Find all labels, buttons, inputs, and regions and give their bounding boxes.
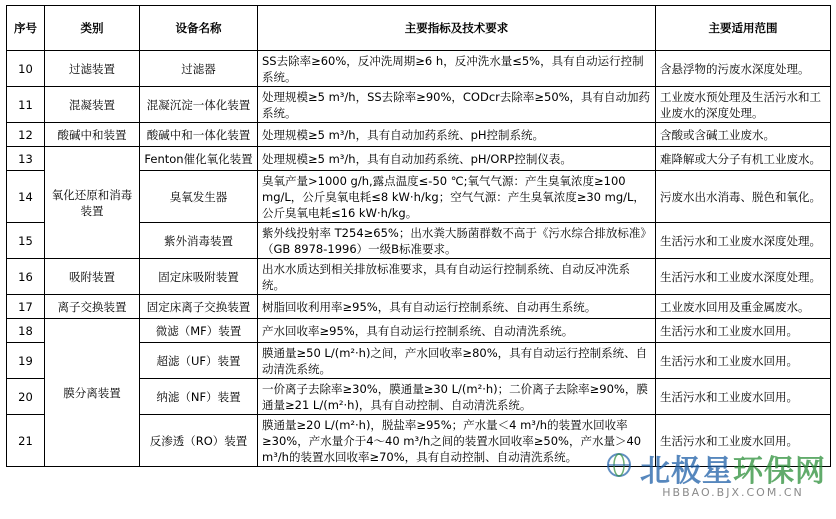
table-row <box>7 87 831 123</box>
row-category: 混凝装置 <box>45 87 140 123</box>
row-device: 纳滤（NF）装置 <box>140 379 258 415</box>
row-scope: 难降解或大分子有机工业废水。 <box>656 147 831 171</box>
row-category: 酸碱中和装置 <box>45 123 140 147</box>
row-indicators: 处理规模≥5 m³/h，具有自动加药系统、pH控制系统。 <box>258 123 656 147</box>
row-indicators: 处理规模≥5 m³/h，具有自动加药系统、pH/ORP控制仪表。 <box>258 147 656 171</box>
row-category-merged: 膜分离装置 <box>45 319 140 467</box>
watermark-url: HBBAO.BJX.COM.CN <box>662 486 804 499</box>
watermark-title <box>640 446 826 490</box>
row-category: 离子交换装置 <box>45 295 140 319</box>
header-no: 序号 <box>7 6 45 51</box>
row-scope: 生活污水和工业废水深度处理。 <box>656 259 831 295</box>
row-no: 18 <box>7 319 45 343</box>
row-scope: 工业废水回用及重金属废水。 <box>656 295 831 319</box>
header-category: 类别 <box>45 6 140 51</box>
row-category-merged: 氧化还原和消毒装置 <box>45 147 140 259</box>
row-indicators: 臭氧产量>1000 g/h,露点温度≤-50 ℃;氧气气源：产生臭氧浓度≥100 mg/L，公斤臭氧电耗≤8 kW·h/kg；空气气源：产生臭氧浓度≥30 mg/L，公斤臭氧电耗≤16 kW·h/kg。 <box>258 171 656 223</box>
table-row <box>7 295 831 319</box>
row-no: 11 <box>7 87 45 123</box>
row-no: 13 <box>7 147 45 171</box>
row-scope: 含悬浮物的污废水深度处理。 <box>656 51 831 87</box>
row-device: Fenton催化氧化装置 <box>140 147 258 171</box>
row-device: 固定床离子交换装置 <box>140 295 258 319</box>
row-scope: 含酸或含碱工业废水。 <box>656 123 831 147</box>
header-indicators: 主要指标及技术要求 <box>258 6 656 51</box>
row-scope: 生活污水和工业废水回用。 <box>656 343 831 379</box>
row-no: 10 <box>7 51 45 87</box>
row-no: 15 <box>7 223 45 259</box>
header-scope: 主要适用范围 <box>656 6 831 51</box>
row-scope: 生活污水和工业废水深度处理。 <box>656 223 831 259</box>
row-device: 微滤（MF）装置 <box>140 319 258 343</box>
table-row <box>7 147 831 171</box>
row-scope: 生活污水和工业废水回用。 <box>656 415 831 467</box>
row-indicators: 树脂回收利用率≥95%，具有自动运行控制系统、自动再生系统。 <box>258 295 656 319</box>
header-row <box>7 6 831 51</box>
row-no: 14 <box>7 171 45 223</box>
row-scope: 生活污水和工业废水回用。 <box>656 379 831 415</box>
row-scope: 工业废水预处理及生活污水和工业废水的深度处理。 <box>656 87 831 123</box>
row-indicators: 产水回收率≥95%，具有自动运行控制系统、自动清洗系统。 <box>258 319 656 343</box>
row-indicators: 处理规模≥5 m³/h，SS去除率≥90%，CODcr去除率≥50%，具有自动加药系统。 <box>258 87 656 123</box>
equipment-spec-table <box>6 5 831 467</box>
row-no: 17 <box>7 295 45 319</box>
row-device: 过滤器 <box>140 51 258 87</box>
row-device: 臭氧发生器 <box>140 171 258 223</box>
row-scope: 污废水出水消毒、脱色和氧化。 <box>656 171 831 223</box>
table-row <box>7 319 831 343</box>
row-device: 反渗透（RO）装置 <box>140 415 258 467</box>
row-device: 酸碱中和一体化装置 <box>140 123 258 147</box>
row-scope: 生活污水和工业废水回用。 <box>656 319 831 343</box>
table-row <box>7 259 831 295</box>
row-no: 12 <box>7 123 45 147</box>
watermark-name-b: 环保网 <box>733 454 826 489</box>
globe-icon <box>606 452 632 478</box>
row-indicators: SS去除率≥60%，反冲洗周期≥6 h，反冲洗水量≤5%，具有自动运行控制系统。 <box>258 51 656 87</box>
row-indicators: 膜通量≥50 L/(m²·h)之间，产水回收率≥80%，具有自动运行控制系统、自动清洗系统。 <box>258 343 656 379</box>
row-no: 20 <box>7 379 45 415</box>
row-device: 混凝沉淀一体化装置 <box>140 87 258 123</box>
row-no: 16 <box>7 259 45 295</box>
row-indicators: 一价离子去除率≥30%，膜通量≥30 L/(m²·h)；二价离子去除率≥90%，膜通量≥21 L/(m²·h)，具有自动控制、自动清洗系统。 <box>258 379 656 415</box>
row-indicators: 紫外线投射率 T254≥65%；出水粪大肠菌群数不高于《污水综合排放标准》（GB 8978-1996）一级B标准要求。 <box>258 223 656 259</box>
table-row <box>7 123 831 147</box>
row-no: 19 <box>7 343 45 379</box>
row-category: 吸附装置 <box>45 259 140 295</box>
watermark-name-a: 北极星 <box>640 454 733 489</box>
row-no: 21 <box>7 415 45 467</box>
row-device: 固定床吸附装置 <box>140 259 258 295</box>
row-category: 过滤装置 <box>45 51 140 87</box>
row-indicators: 出水水质达到相关排放标准要求，具有自动运行控制系统、自动反冲洗系统。 <box>258 259 656 295</box>
watermark <box>640 446 826 499</box>
row-device: 超滤（UF）装置 <box>140 343 258 379</box>
header-device: 设备名称 <box>140 6 258 51</box>
row-indicators: 膜通量≥20 L/(m²·h)，脱盐率≥95%；产水量＜4 m³/h的装置水回收率≥30%，产水量介于4～40 m³/h之间的装置水回收率≥50%，产水量＞40 m³/h的装置水回收率≥70%，具有自动控制、自动清洗系统。 <box>258 415 656 467</box>
table-row <box>7 51 831 87</box>
row-device: 紫外消毒装置 <box>140 223 258 259</box>
